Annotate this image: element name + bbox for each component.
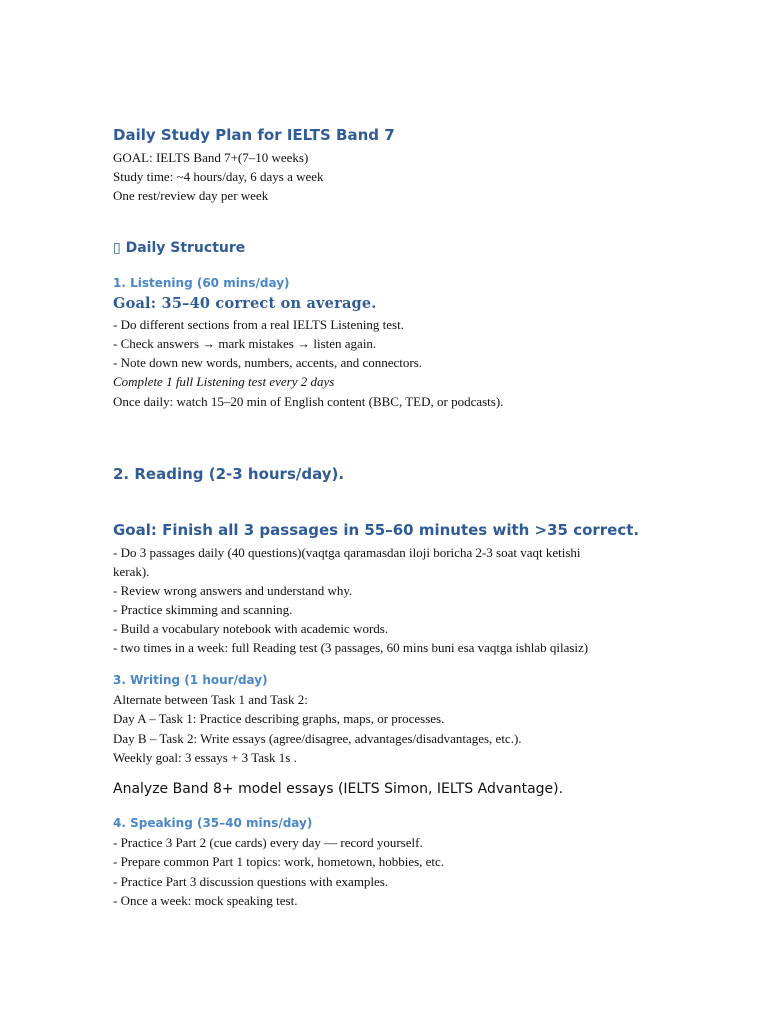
- writing-item: Alternate between Task 1 and Task 2:: [113, 692, 308, 707]
- reading-item: - Review wrong answers and understand why.: [113, 583, 353, 598]
- reading-goal: Goal: Finish all 3 passages in 55–60 minutes with >35 correct.: [113, 521, 640, 539]
- listening-item: - Check answers → mark mistakes → listen again.: [113, 336, 377, 351]
- speaking-item: - Once a week: mock speaking test.: [113, 893, 298, 908]
- writing-item: Day B – Task 2: Write essays (agree/disagree, advantages/disadvantages, etc.).: [113, 731, 522, 746]
- intro-rest-day: One rest/review day per week: [113, 188, 269, 203]
- reading-item: - Do 3 passages daily (40 questions)(vaqtga qaramasdan iloji boricha 2-3 soat vaqt ketishi: [113, 545, 581, 560]
- intro-goal: GOAL: IELTS Band 7+(7–10 weeks): [113, 150, 309, 165]
- reading-item: - Practice skimming and scanning.: [113, 602, 293, 617]
- reading-item: - two times in a week: full Reading test (3 passages, 60 mins buni esa vaqtga ishlab qilasiz): [113, 640, 589, 655]
- writing-item: Weekly goal: 3 essays + 3 Task 1s .: [113, 750, 297, 765]
- reading-item: - Build a vocabulary notebook with academic words.: [113, 621, 389, 636]
- writing-analyze-note: Analyze Band 8+ model essays (IELTS Simon, IELTS Advantage).: [113, 781, 564, 797]
- listening-goal: Goal: 35–40 correct on average.: [113, 295, 377, 312]
- reading-item: kerak).: [113, 564, 150, 579]
- speaking-item: - Practice Part 3 discussion questions with examples.: [113, 874, 389, 889]
- listening-extra: Once daily: watch 15–20 min of English content (BBC, TED, or podcasts).: [113, 394, 504, 409]
- listening-item: - Note down new words, numbers, accents, and connectors.: [113, 355, 423, 370]
- listening-item: - Do different sections from a real IELTS Listening test.: [113, 317, 404, 332]
- reading-heading: 2. Reading (2-3 hours/day).: [113, 465, 345, 483]
- writing-heading: 3. Writing (1 hour/day): [113, 673, 268, 687]
- listening-italic-note: Complete 1 full Listening test every 2 days: [113, 374, 335, 389]
- speaking-item: - Practice 3 Part 2 (cue cards) every day — record yourself.: [113, 835, 423, 850]
- listening-heading: 1. Listening (60 mins/day): [113, 276, 290, 290]
- speaking-heading: 4. Speaking (35–40 mins/day): [113, 816, 313, 830]
- daily-structure-heading: ▯ Daily Structure: [113, 240, 246, 256]
- speaking-item: - Prepare common Part 1 topics: work, hometown, hobbies, etc.: [113, 854, 445, 869]
- page-title: Daily Study Plan for IELTS Band 7: [113, 126, 395, 144]
- intro-study-time: Study time: ~4 hours/day, 6 days a week: [113, 169, 324, 184]
- writing-item: Day A – Task 1: Practice describing graphs, maps, or processes.: [113, 711, 445, 726]
